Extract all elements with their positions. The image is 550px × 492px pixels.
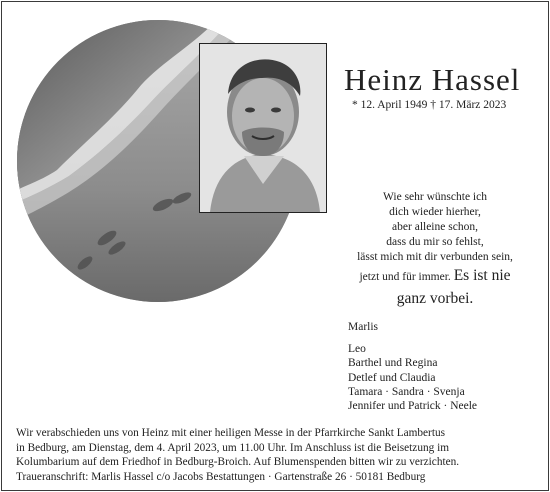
poem-emphasis-text: Es ist nie [453,267,511,284]
poem-line-mixed [332,265,538,288]
memorial-poem [332,190,538,309]
family-first: Marlis [348,321,379,333]
funeral-notice [16,426,536,484]
family-member: Leo [348,343,366,356]
family-member: Detlef und Claudia [348,371,436,384]
notice-line: Kolumbarium auf dem Friedhof in Bedburg-Broich. Auf Blumenspenden bitten wir zu verzichten. [16,456,460,469]
portrait-illustration [200,44,326,212]
family-member: Jennifer und Patrick · Neele [348,400,478,413]
poem-line: dass du mir so fehlst, [386,236,484,248]
poem-line: dich wieder hierher, [389,206,481,218]
family-member: Barthel und Regina [348,357,438,370]
portrait-photo [199,43,327,213]
poem-line: aber alleine schon, [392,221,478,233]
spacer [348,334,477,342]
notice-line: in Bedburg, am Dienstag, dem 4. April 2023, um 11.00 Uhr. Im Anschluss ist die Beisetzung im [16,441,450,454]
life-dates: * 12. April 1949 † 17. März 2023 [352,99,507,111]
poem-small-text: jetzt und für immer. [359,271,451,283]
poem-line: Wie sehr wünschte ich [383,191,487,203]
poem-emphasis-line: ganz vorbei. [396,290,474,307]
family-signatures [348,320,477,413]
poem-line: lässt mich mit dir verbunden sein, [357,251,513,263]
notice-line: Wir verabschieden uns von Heinz mit einer heiligen Messe in der Pfarrkirche Sankt Lambertus [16,427,446,439]
family-member: Tamara · Sandra · Svenja [348,385,465,398]
mourning-address: Traueranschrift: Marlis Hassel c/o Jacobs Bestattungen · Gartenstraße 26 · 50181 Bedburg [16,470,426,483]
deceased-name: Heinz Hassel [344,62,521,97]
